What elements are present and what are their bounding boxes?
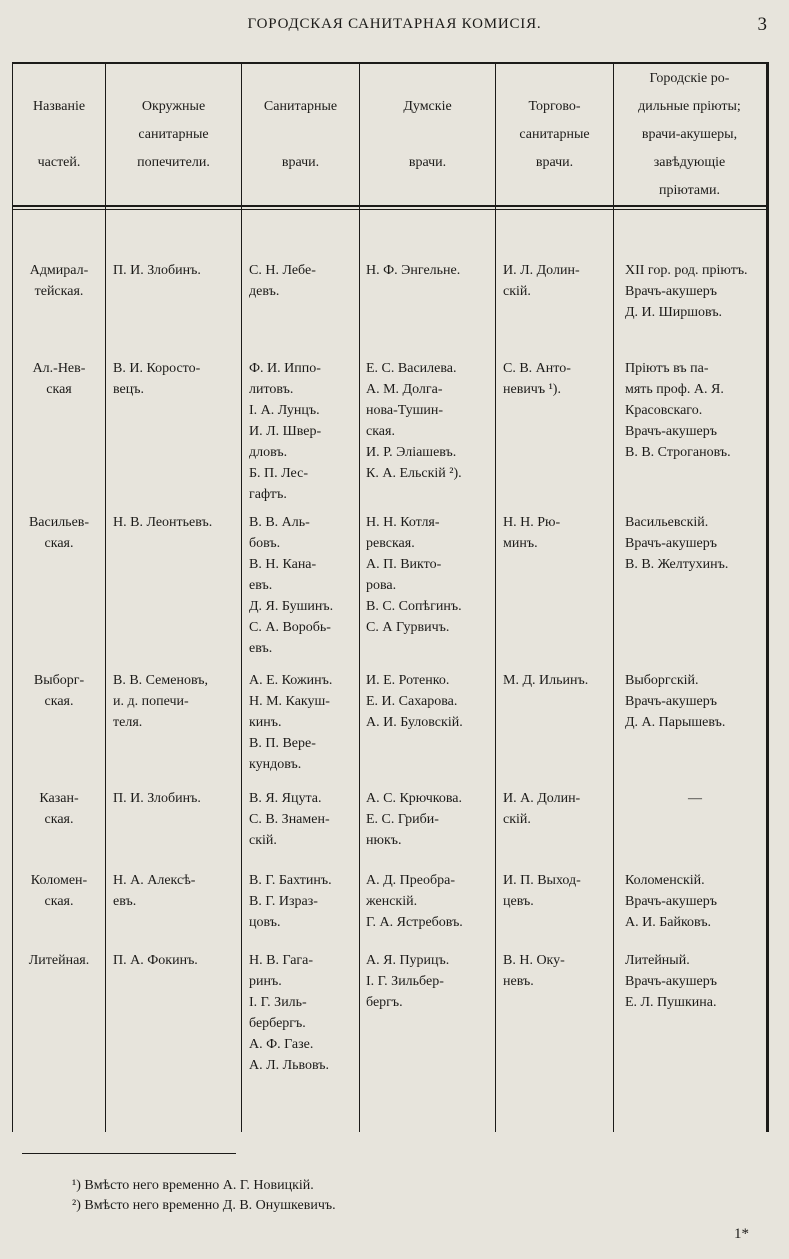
- header-sanitary-doctors: Санитарные врачи.: [263, 98, 338, 170]
- maternity-cell: Васильевскій. Врачъ-акушеръ В. В. Желтухинъ.: [625, 515, 729, 572]
- sanitary-cell: В. Г. Бахтинъ. В. Г. Израз- цовъ.: [249, 873, 332, 930]
- trustee-cell: Н. В. Леонтьевъ.: [113, 515, 213, 530]
- sanitary-cell: С. Н. Лебе- девъ.: [249, 263, 316, 299]
- header-parts: Названіе частей.: [32, 98, 86, 170]
- duma-cell: И. Е. Ротенко. Е. И. Сахарова. А. И. Буловскій.: [366, 673, 463, 730]
- part-name: Коломен- ская.: [30, 873, 88, 909]
- footnote: [72, 1176, 314, 1195]
- trustee-cell: В. И. Коросто- вецъ.: [113, 361, 201, 397]
- trade-cell: С. В. Анто- невичъ ¹).: [503, 361, 571, 397]
- sanitary-cell: Ф. И. Иппо- литовъ. I. А. Лунцъ. И. Л. Швер- дловъ. Б. П. Лес- гафтъ.: [249, 361, 322, 502]
- trade-cell: В. Н. Оку- невъ.: [503, 953, 565, 989]
- signature-mark: 1*: [734, 1226, 749, 1242]
- maternity-cell: Выборгскій. Врачъ-акушеръ Д. А. Парышевъ.: [625, 673, 726, 730]
- maternity-cell-empty: —: [688, 791, 702, 806]
- column-rule: [359, 64, 360, 1132]
- trade-cell: И. Л. Долин- скій.: [503, 263, 580, 299]
- sanitary-cell: А. Е. Кожинъ. Н. М. Какуш- кинъ. В. П. Вере- кундовъ.: [249, 673, 333, 772]
- header-rule: [13, 205, 766, 207]
- footnote-text: Вмѣсто него временно Д. В. Онушкевичъ.: [84, 1198, 336, 1213]
- trustee-cell: Н. А. Алексѣ- евъ.: [113, 873, 196, 909]
- trustee-cell: П. И. Злобинъ.: [113, 263, 201, 278]
- commission-table: [12, 62, 769, 1132]
- duma-cell: Н. Ф. Энгельне.: [366, 263, 461, 278]
- duma-cell: Е. С. Василева. А. М. Долга- нова-Тушин- ская. И. Р. Эліашевъ. К. А. Ельскій ²).: [366, 361, 462, 481]
- footnote-mark: ¹): [72, 1178, 81, 1193]
- duma-cell: Н. Н. Котля- ревская. А. П. Викто- рова. В. С. Сопѣгинъ. С. А Гурвичъ.: [366, 515, 462, 635]
- header-rule: [13, 209, 766, 210]
- maternity-cell: XII гор. род. пріютъ. Врачъ-акушеръ Д. И. Ширшовъ.: [625, 263, 748, 320]
- header-trade-doctors: Торгово- санитарные врачи.: [519, 98, 590, 170]
- part-name: Васильев- ская.: [28, 515, 90, 551]
- part-name: Казан- ская.: [39, 791, 79, 827]
- header-maternity-shelters: Городскіе ро- дильные пріюты; врачи-акушеры, завѣдующіе пріютами.: [638, 70, 741, 198]
- part-name: Ал.-Нев- ская: [32, 361, 86, 397]
- column-rule: [495, 64, 496, 1132]
- part-name: Адмирал- тейская.: [29, 263, 89, 299]
- trade-cell: М. Д. Ильинъ.: [503, 673, 589, 688]
- trustee-cell: П. И. Злобинъ.: [113, 791, 201, 806]
- duma-cell: А. Д. Преобра- женскій. Г. А. Ястребовъ.: [366, 873, 463, 930]
- running-head: ГОРОДСКАЯ САНИТАРНАЯ КОМИСІЯ.: [247, 16, 542, 32]
- footnote-text: Вмѣсто него временно А. Г. Новицкій.: [84, 1178, 314, 1193]
- column-rule: [241, 64, 242, 1132]
- column-rule: [105, 64, 106, 1132]
- maternity-cell: Литейный. Врачъ-акушеръ Е. Л. Пушкина.: [625, 953, 717, 1010]
- sanitary-cell: В. В. Аль- бовъ. В. Н. Кана- евъ. Д. Я. Бушинъ. С. А. Воробь- евъ.: [249, 515, 334, 656]
- trade-cell: И. П. Выход- цевъ.: [503, 873, 581, 909]
- trade-cell: Н. Н. Рю- минъ.: [503, 515, 561, 551]
- trade-cell: И. А. Долин- скій.: [503, 791, 581, 827]
- sanitary-cell: Н. В. Гага- ринъ. I. Г. Зиль- бербергъ. А. Ф. Газе. А. Л. Львовъ.: [249, 953, 330, 1073]
- trustee-cell: В. В. Семеновъ, и. д. попечи- теля.: [113, 673, 208, 730]
- duma-cell: А. С. Крючкова. Е. С. Гриби- нюкъ.: [366, 791, 462, 848]
- column-rule: [613, 64, 614, 1132]
- footnote: [72, 1196, 336, 1215]
- sanitary-cell: В. Я. Яцута. С. В. Знамен- скій.: [249, 791, 330, 848]
- page-number: 3: [757, 14, 767, 35]
- maternity-cell: Пріютъ въ па- мять проф. А. Я. Красовскаго. Врачъ-акушеръ В. В. Строгановъ.: [625, 361, 731, 460]
- header-duma-doctors: Думскіе врачи.: [403, 98, 452, 170]
- part-name: Выборг- ская.: [33, 673, 85, 709]
- footnote-rule: [22, 1153, 236, 1154]
- footnote-mark: ²): [72, 1198, 81, 1213]
- part-name: Литейная.: [28, 953, 90, 968]
- duma-cell: А. Я. Пурицъ. I. Г. Зильбер- бергъ.: [366, 953, 450, 1010]
- header-trustees: Окружные санитарные попечители.: [137, 98, 210, 170]
- maternity-cell: Коломенскій. Врачъ-акушеръ А. И. Байковъ.: [625, 873, 717, 930]
- trustee-cell: П. А. Фокинъ.: [113, 953, 198, 968]
